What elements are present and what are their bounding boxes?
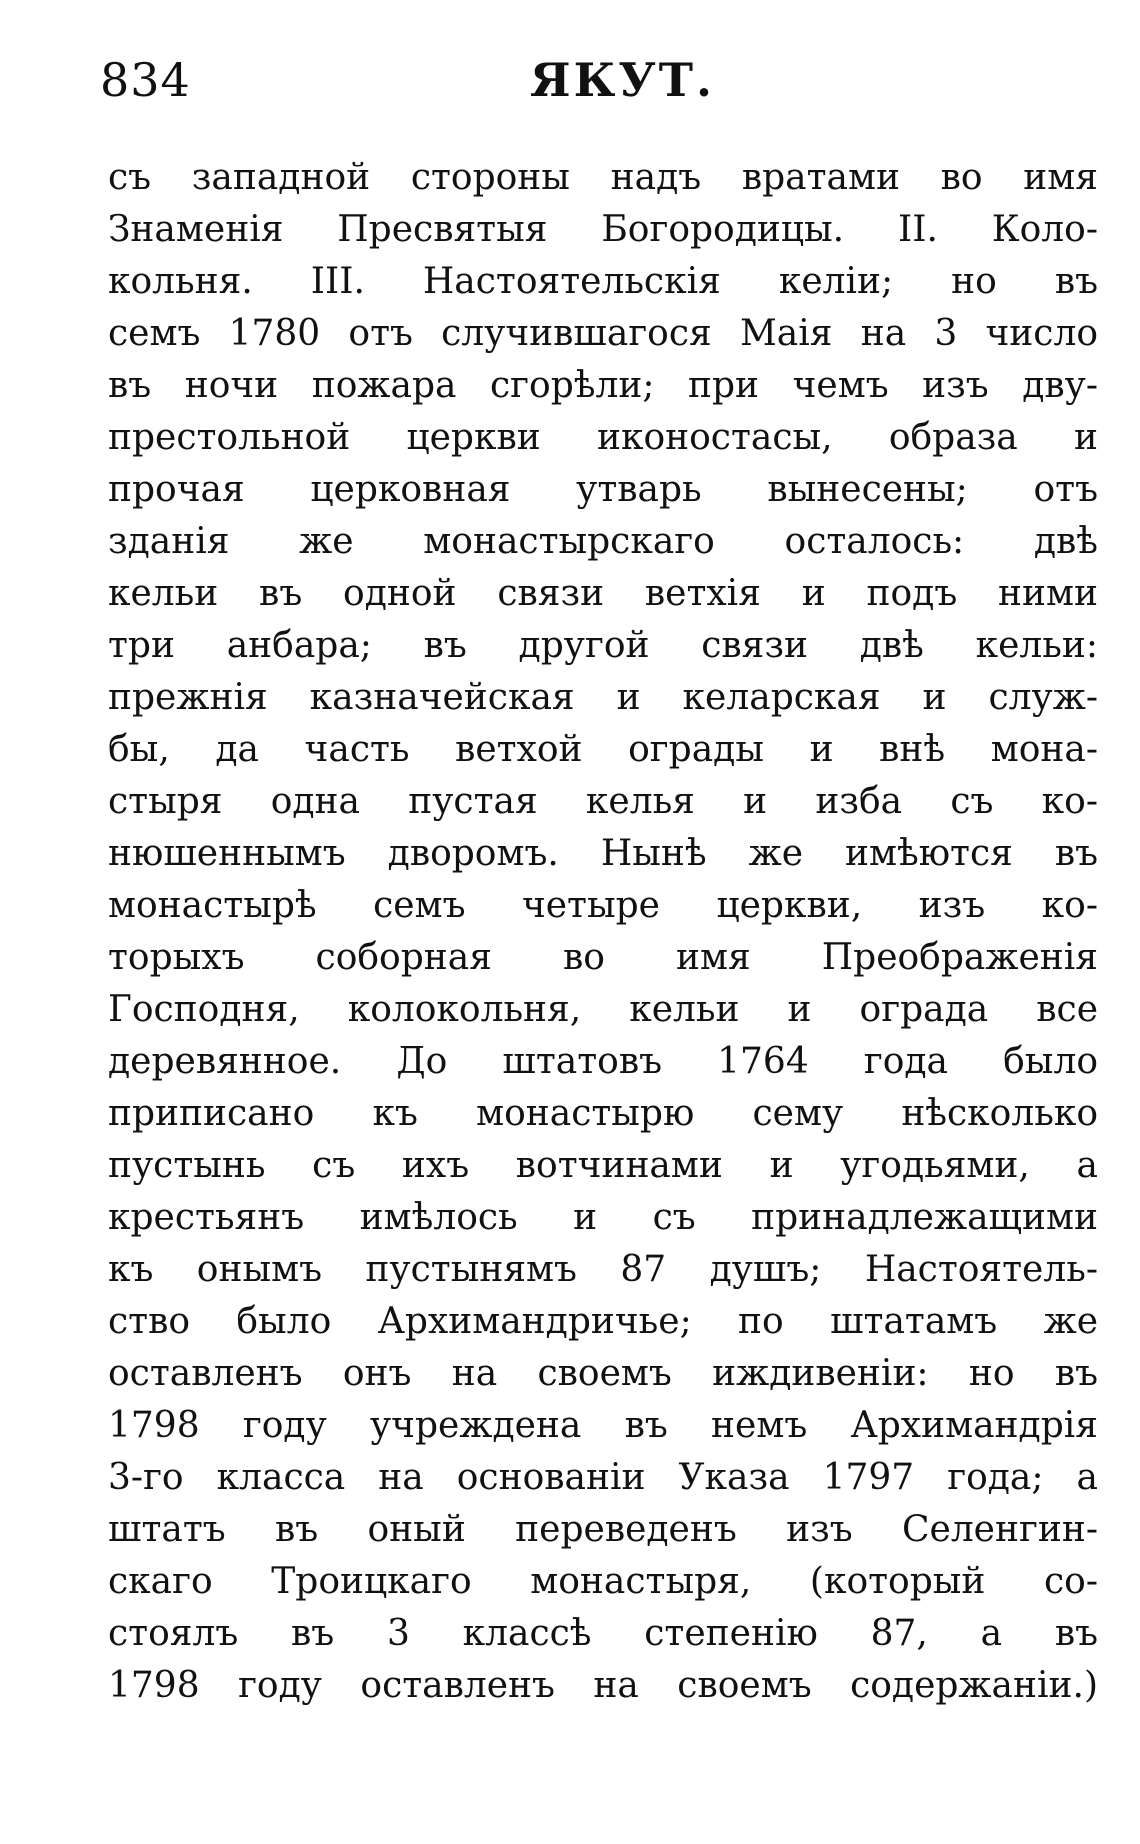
text-line: монастырѣ семъ четыре церкви, изъ ко- [108,885,1098,926]
running-head: ЯКУТ. [530,53,715,107]
text-line: стоялъ въ 3 классѣ степенію 87, а въ [108,1613,1098,1654]
text-line: оставленъ онъ на своемъ иждивеніи: но въ [108,1353,1098,1394]
text-line: Господня, колокольня, кельи и ограда все [108,989,1098,1030]
text-line: штатъ въ оный переведенъ изъ Селенгин- [108,1509,1098,1550]
body-text [108,152,1098,1712]
text-line: кольня. III. Настоятельскія келіи; но въ [108,261,1098,302]
text-line: въ ночи пожара сгорѣли; при чемъ изъ дву- [108,365,1098,406]
text-line: деревянное. До штатовъ 1764 года было [108,1041,1098,1082]
text-line: нюшеннымъ дворомъ. Нынѣ же имѣются въ [108,833,1098,874]
text-line: прежнія казначейская и келарская и служ- [108,677,1098,718]
text-line: зданія же монастырскаго осталось: двѣ [108,521,1098,562]
text-line: Знаменія Пресвятыя Богородицы. II. Коло- [108,209,1098,250]
text-line: 1798 году учреждена въ немъ Архимандрія [108,1405,1098,1446]
text-line: семъ 1780 отъ случившагося Маія на 3 число [108,313,1098,354]
text-line: крестьянъ имѣлось и съ принадлежащими [108,1197,1098,1238]
page-number: 834 [100,53,191,107]
text-line: ство было Архимандричье; по штатамъ же [108,1301,1098,1342]
text-line: прочая церковная утварь вынесены; отъ [108,469,1098,510]
text-line: скаго Троицкаго монастыря, (который со- [108,1561,1098,1602]
page-header [100,52,1100,112]
text-line: пустынь съ ихъ вотчинами и угодьями, а [108,1145,1098,1186]
text-line: три анбара; въ другой связи двѣ кельи: [108,625,1098,666]
text-line: 1798 году оставленъ на своемъ содержаніи.) [108,1665,1098,1706]
text-line: стыря одна пустая келья и изба съ ко- [108,781,1098,822]
text-line: бы, да часть ветхой ограды и внѣ мона- [108,729,1098,770]
text-line: 3-го класса на основаніи Указа 1797 года; а [108,1457,1098,1498]
text-line: кельи въ одной связи ветхія и подъ ними [108,573,1098,614]
text-line: престольной церкви иконостасы, образа и [108,417,1098,458]
text-line: торыхъ соборная во имя Преображенія [108,937,1098,978]
text-line: приписано къ монастырю сему нѣсколько [108,1093,1098,1134]
text-line: съ западной стороны надъ вратами во имя [108,157,1098,198]
text-line: къ онымъ пустынямъ 87 душъ; Настоятель- [108,1249,1098,1290]
